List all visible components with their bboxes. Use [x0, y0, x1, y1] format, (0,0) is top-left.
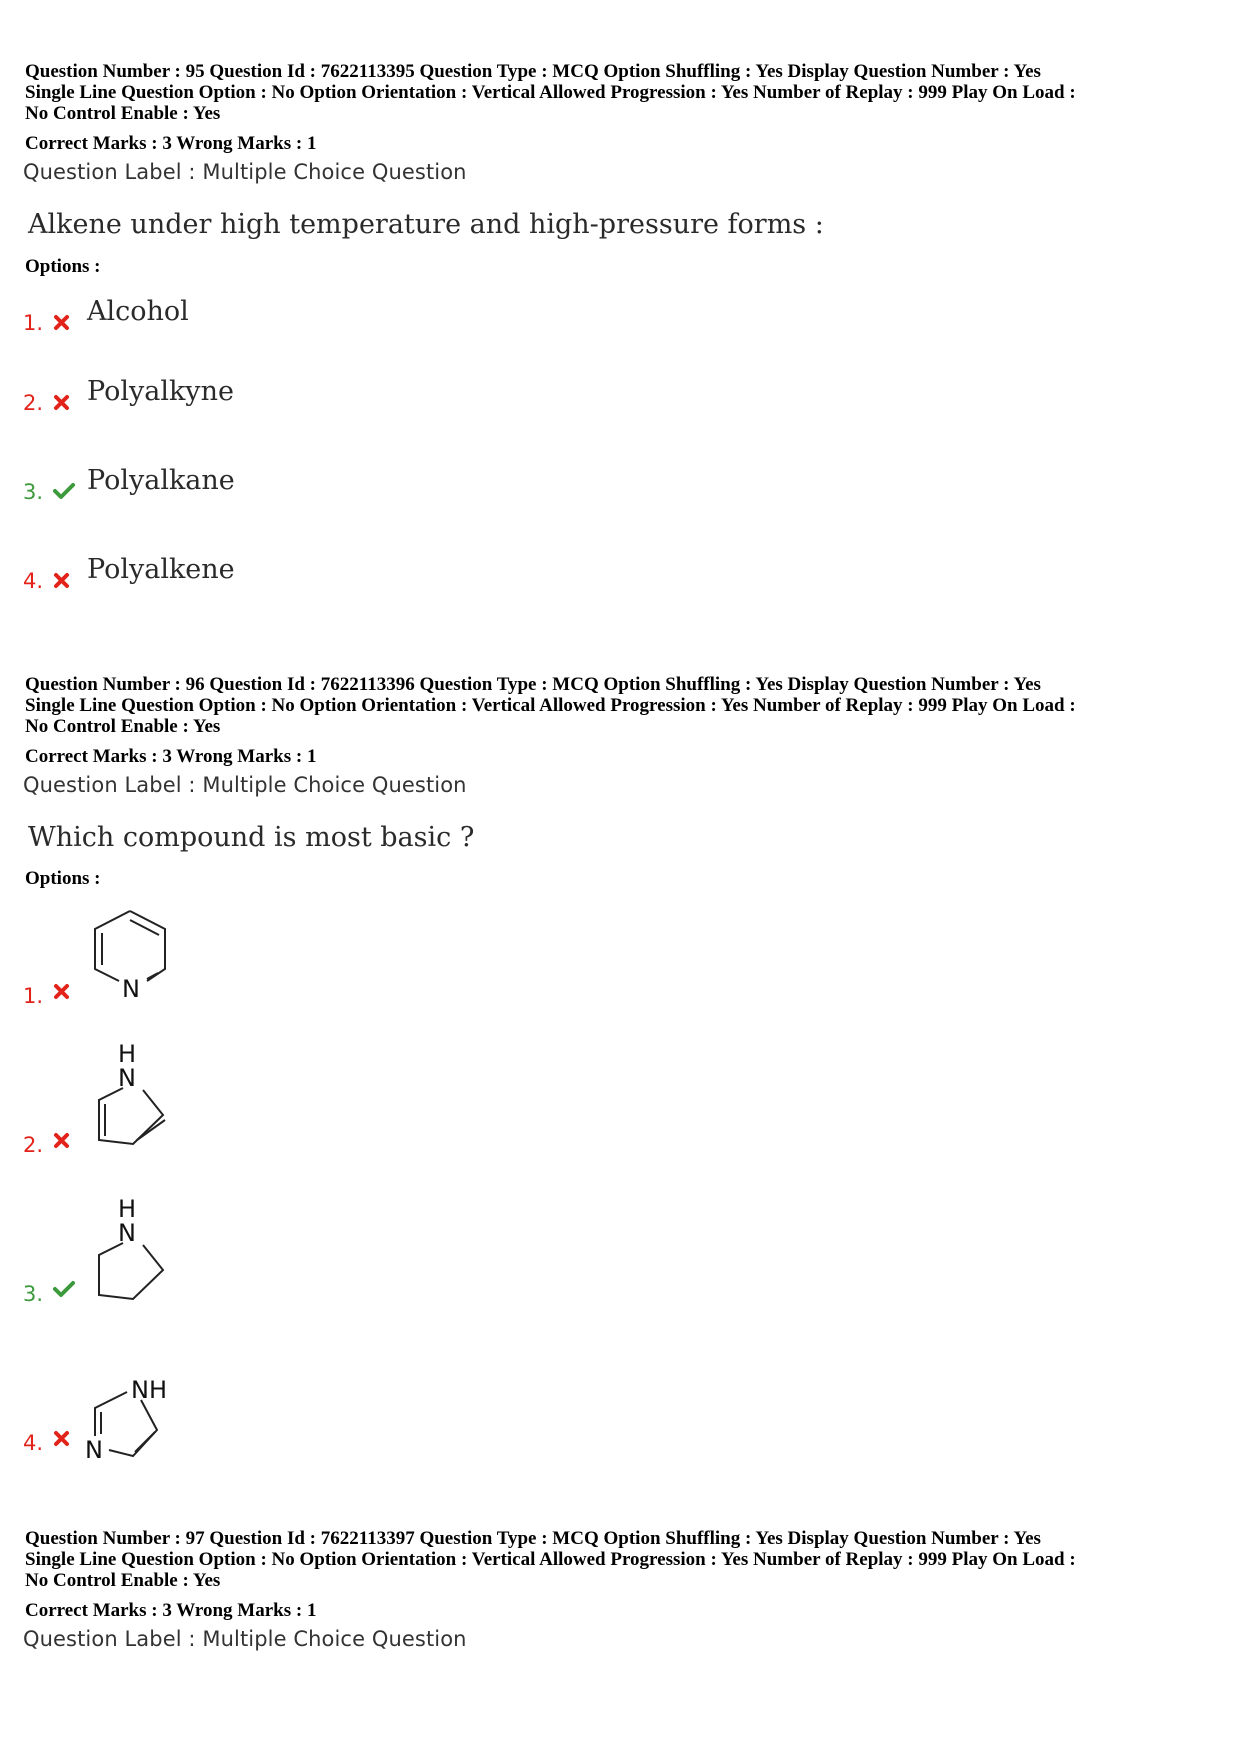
option-number: 2. — [23, 391, 44, 415]
question-meta: Question Number : 97 Question Id : 7622113397 Question Type : MCQ Option Shuffling : Yes Display Question Number : Yes Single Line Question Option : No Option Orientation : Vertical Allowed Progression : Yes Number of Replay : 999 Play On Load : No Control Enable : Yes — [25, 1528, 1076, 1591]
svg-text:N: N — [118, 1064, 136, 1092]
option-4 — [23, 543, 423, 593]
option-number: 2. — [23, 1133, 44, 1157]
option-number: 1. — [23, 311, 44, 335]
question-label: Question Label : Multiple Choice Question — [23, 1627, 467, 1651]
option-number: 3. — [23, 480, 44, 504]
imidazole-structure — [85, 1370, 185, 1465]
pyrrole-structure — [85, 1040, 175, 1160]
marks-info: Correct Marks : 3 Wrong Marks : 1 — [25, 133, 317, 154]
option-2 — [23, 365, 423, 415]
svg-text:H: H — [118, 1040, 137, 1068]
options-title: Options : — [25, 868, 101, 889]
svg-text:N: N — [85, 1436, 103, 1464]
pyridine-structure — [85, 905, 175, 1010]
options-title: Options : — [25, 256, 101, 277]
svg-text:H: H — [118, 1195, 137, 1223]
cross-icon — [53, 982, 71, 1000]
option-1 — [23, 285, 423, 335]
cross-icon — [53, 393, 71, 411]
option-3 — [23, 454, 423, 504]
cross-icon — [53, 1429, 71, 1447]
option-number: 1. — [23, 984, 44, 1008]
check-icon — [53, 1280, 75, 1298]
question-label: Question Label : Multiple Choice Question — [23, 160, 467, 184]
option-number: 4. — [23, 569, 44, 593]
question-label: Question Label : Multiple Choice Question — [23, 773, 467, 797]
option-text: Alcohol — [87, 296, 189, 327]
cross-icon — [53, 1131, 71, 1149]
option-number: 3. — [23, 1282, 44, 1306]
question-text: Alkene under high temperature and high-pressure forms : — [28, 209, 824, 240]
option-text: Polyalkene — [87, 554, 235, 585]
svg-text:N: N — [118, 1219, 136, 1247]
question-meta: Question Number : 95 Question Id : 7622113395 Question Type : MCQ Option Shuffling : Yes Display Question Number : Yes Single Line Question Option : No Option Orientation : Vertical Allowed Progression : Yes Number of Replay : 999 Play On Load : No Control Enable : Yes — [25, 61, 1076, 124]
option-number: 4. — [23, 1431, 44, 1455]
option-text: Polyalkyne — [87, 376, 234, 407]
marks-info: Correct Marks : 3 Wrong Marks : 1 — [25, 746, 317, 767]
question-meta: Question Number : 96 Question Id : 7622113396 Question Type : MCQ Option Shuffling : Yes Display Question Number : Yes Single Line Question Option : No Option Orientation : Vertical Allowed Progression : Yes Number of Replay : 999 Play On Load : No Control Enable : Yes — [25, 674, 1076, 737]
pyrrolidine-structure — [85, 1195, 175, 1315]
check-icon — [53, 482, 75, 500]
marks-info: Correct Marks : 3 Wrong Marks : 1 — [25, 1600, 317, 1621]
option-text: Polyalkane — [87, 465, 235, 496]
question-text: Which compound is most basic ? — [28, 822, 475, 853]
svg-text:N: N — [122, 975, 140, 1003]
cross-icon — [53, 313, 71, 331]
cross-icon — [53, 571, 71, 589]
svg-text:NH: NH — [131, 1376, 167, 1404]
